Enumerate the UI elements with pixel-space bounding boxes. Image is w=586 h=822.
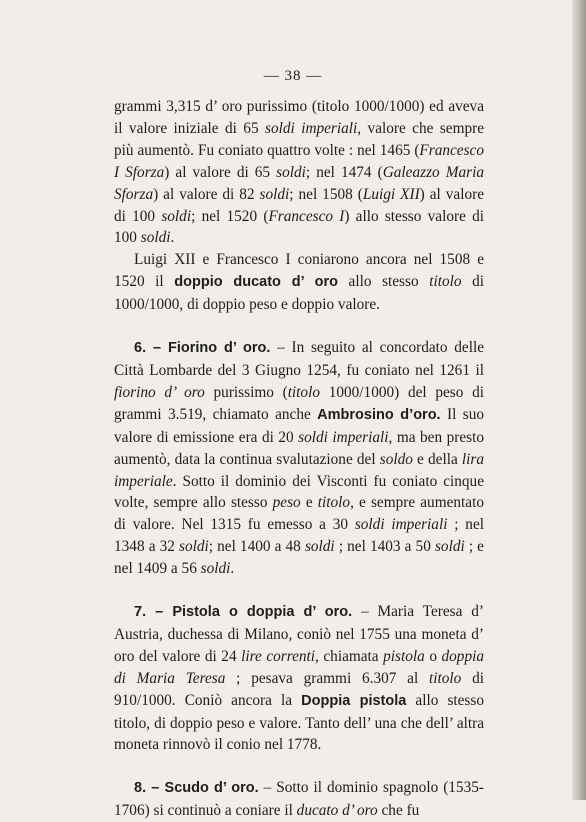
text-run: . bbox=[230, 560, 235, 578]
italic-run: soldi bbox=[140, 229, 171, 247]
text-run: grammi 3,315 d’ oro purissimo (titolo 1000/1000) ed aveva il valore iniziale di 65 bbox=[114, 98, 484, 137]
italic-run: soldi bbox=[200, 560, 231, 578]
italic-run: lire correnti bbox=[241, 647, 316, 665]
text-run: ) al valore di 82 bbox=[153, 185, 260, 203]
text-run: 1000/1000) del peso di grammi 3.519, chiamato anche bbox=[114, 383, 484, 423]
text-run: Luigi XII e Francesco I coniarono ancora nel 1508 e 1520 il bbox=[114, 251, 484, 291]
text-run: ; pesava grammi 6.307 al bbox=[225, 669, 430, 687]
italic-run: lira imperiale bbox=[114, 450, 484, 490]
italic-run: pistola bbox=[383, 647, 425, 665]
italic-run: soldi bbox=[259, 185, 290, 203]
italic-run: soldo bbox=[379, 450, 413, 468]
bold-run: Doppia pistola bbox=[301, 692, 407, 709]
italic-run: soldi imperiali bbox=[298, 428, 389, 446]
italic-run: Luigi XII bbox=[362, 185, 420, 203]
text-run: allo stesso bbox=[337, 273, 430, 291]
section-heading: 8. – Scudo d’ oro. bbox=[134, 780, 259, 797]
text-run: di 910/1000. Coniò ancora la bbox=[114, 669, 484, 709]
text-run: ; e nel 1409 a 56 bbox=[114, 538, 484, 578]
text-run: o bbox=[424, 647, 442, 665]
text-run: ) al valore di 65 bbox=[164, 163, 277, 181]
text-run: , ma ben presto aumentò, data la continua svalutazione del bbox=[114, 428, 484, 468]
text-run: ; nel 1403 a 50 bbox=[334, 538, 435, 556]
text-run: – Sotto il dominio spagnolo (1535-1706) si continuò a coniare il bbox=[114, 779, 484, 820]
italic-run: Francesco I bbox=[268, 207, 345, 225]
section-heading: 7. – Pistola o doppia d’ oro. bbox=[134, 604, 353, 621]
text-run: , e sempre aumentato di valore. Nel 1315 fu emesso a 30 bbox=[114, 494, 484, 534]
text-run: , valore che sempre più aumentò. Fu coniato quattro volte : nel 1465 ( bbox=[114, 119, 484, 159]
section-6-fiorino bbox=[114, 337, 484, 580]
italic-run: Francesco I Sforza bbox=[114, 141, 484, 181]
text-run: e della bbox=[412, 450, 462, 468]
page-number: — 38 — bbox=[263, 68, 323, 84]
italic-run: soldi bbox=[179, 538, 209, 556]
section-heading: 6. – Fiorino d’ oro. bbox=[134, 340, 271, 357]
italic-run: titolo bbox=[287, 383, 320, 401]
italic-run: soldi imperiali bbox=[354, 516, 448, 534]
paragraph-ducato bbox=[114, 96, 484, 249]
text-run: e bbox=[300, 494, 318, 512]
italic-run: titolo bbox=[429, 669, 462, 687]
text-run: . Sotto il dominio dei Visconti fu coniato cinque volte, sempre allo stesso bbox=[114, 472, 484, 512]
text-run: purissimo ( bbox=[204, 383, 288, 401]
page-body bbox=[114, 96, 484, 822]
text-run: Il suo valore di emissione era di 20 bbox=[114, 405, 484, 446]
text-run: ; nel 1348 a 32 bbox=[114, 516, 484, 556]
text-run: . bbox=[170, 229, 175, 247]
italic-run: Galeazzo Maria Sforza bbox=[114, 163, 484, 203]
italic-run: doppia di Maria Teresa bbox=[114, 647, 484, 687]
text-run: ; nel 1474 ( bbox=[305, 163, 383, 181]
text-run: allo stesso titolo, di doppio peso e valore. Tanto dell’ una che dell’ altra moneta rinnovò il conio nel 1778. bbox=[114, 691, 484, 754]
text-run: ) al valore di 100 bbox=[114, 185, 484, 225]
bold-run: Ambrosino d’oro. bbox=[317, 406, 441, 423]
italic-run: titolo bbox=[429, 273, 462, 291]
italic-run: soldi bbox=[434, 538, 465, 556]
text-run: ; nel 1400 a 48 bbox=[208, 538, 305, 556]
italic-run: peso bbox=[272, 494, 301, 512]
italic-run: soldi bbox=[276, 163, 306, 181]
text-run: di 1000/1000, di doppio peso e doppio valore. bbox=[114, 273, 484, 314]
section-7-pistola bbox=[114, 601, 484, 756]
paragraph-doppio-ducato bbox=[114, 249, 484, 316]
page-gutter-shadow bbox=[572, 0, 586, 800]
italic-run: titolo bbox=[317, 494, 351, 512]
italic-run: fiorino d’ oro bbox=[114, 383, 205, 401]
text-run: che fu bbox=[377, 802, 420, 820]
text-run: ; nel 1508 ( bbox=[289, 185, 363, 203]
italic-run: soldi imperiali bbox=[265, 119, 358, 137]
text-run: ; nel 1520 ( bbox=[191, 207, 269, 225]
text-run: ) allo stesso valore di 100 bbox=[114, 207, 484, 247]
text-run: – Maria Teresa d’ Austria, duchessa di Milano, coniò nel 1755 una moneta d’ oro del valore di 24 bbox=[114, 603, 484, 665]
bold-run: doppio ducato d’ oro bbox=[174, 274, 338, 291]
text-run: – In seguito al concordato delle Città Lombarde del 3 Giugno 1254, fu coniato nel 1261 il bbox=[114, 339, 484, 379]
text-run: , chiamata bbox=[315, 647, 384, 665]
italic-run: soldi bbox=[304, 538, 335, 556]
italic-run: ducato d’ oro bbox=[296, 802, 378, 820]
italic-run: soldi bbox=[161, 207, 192, 225]
